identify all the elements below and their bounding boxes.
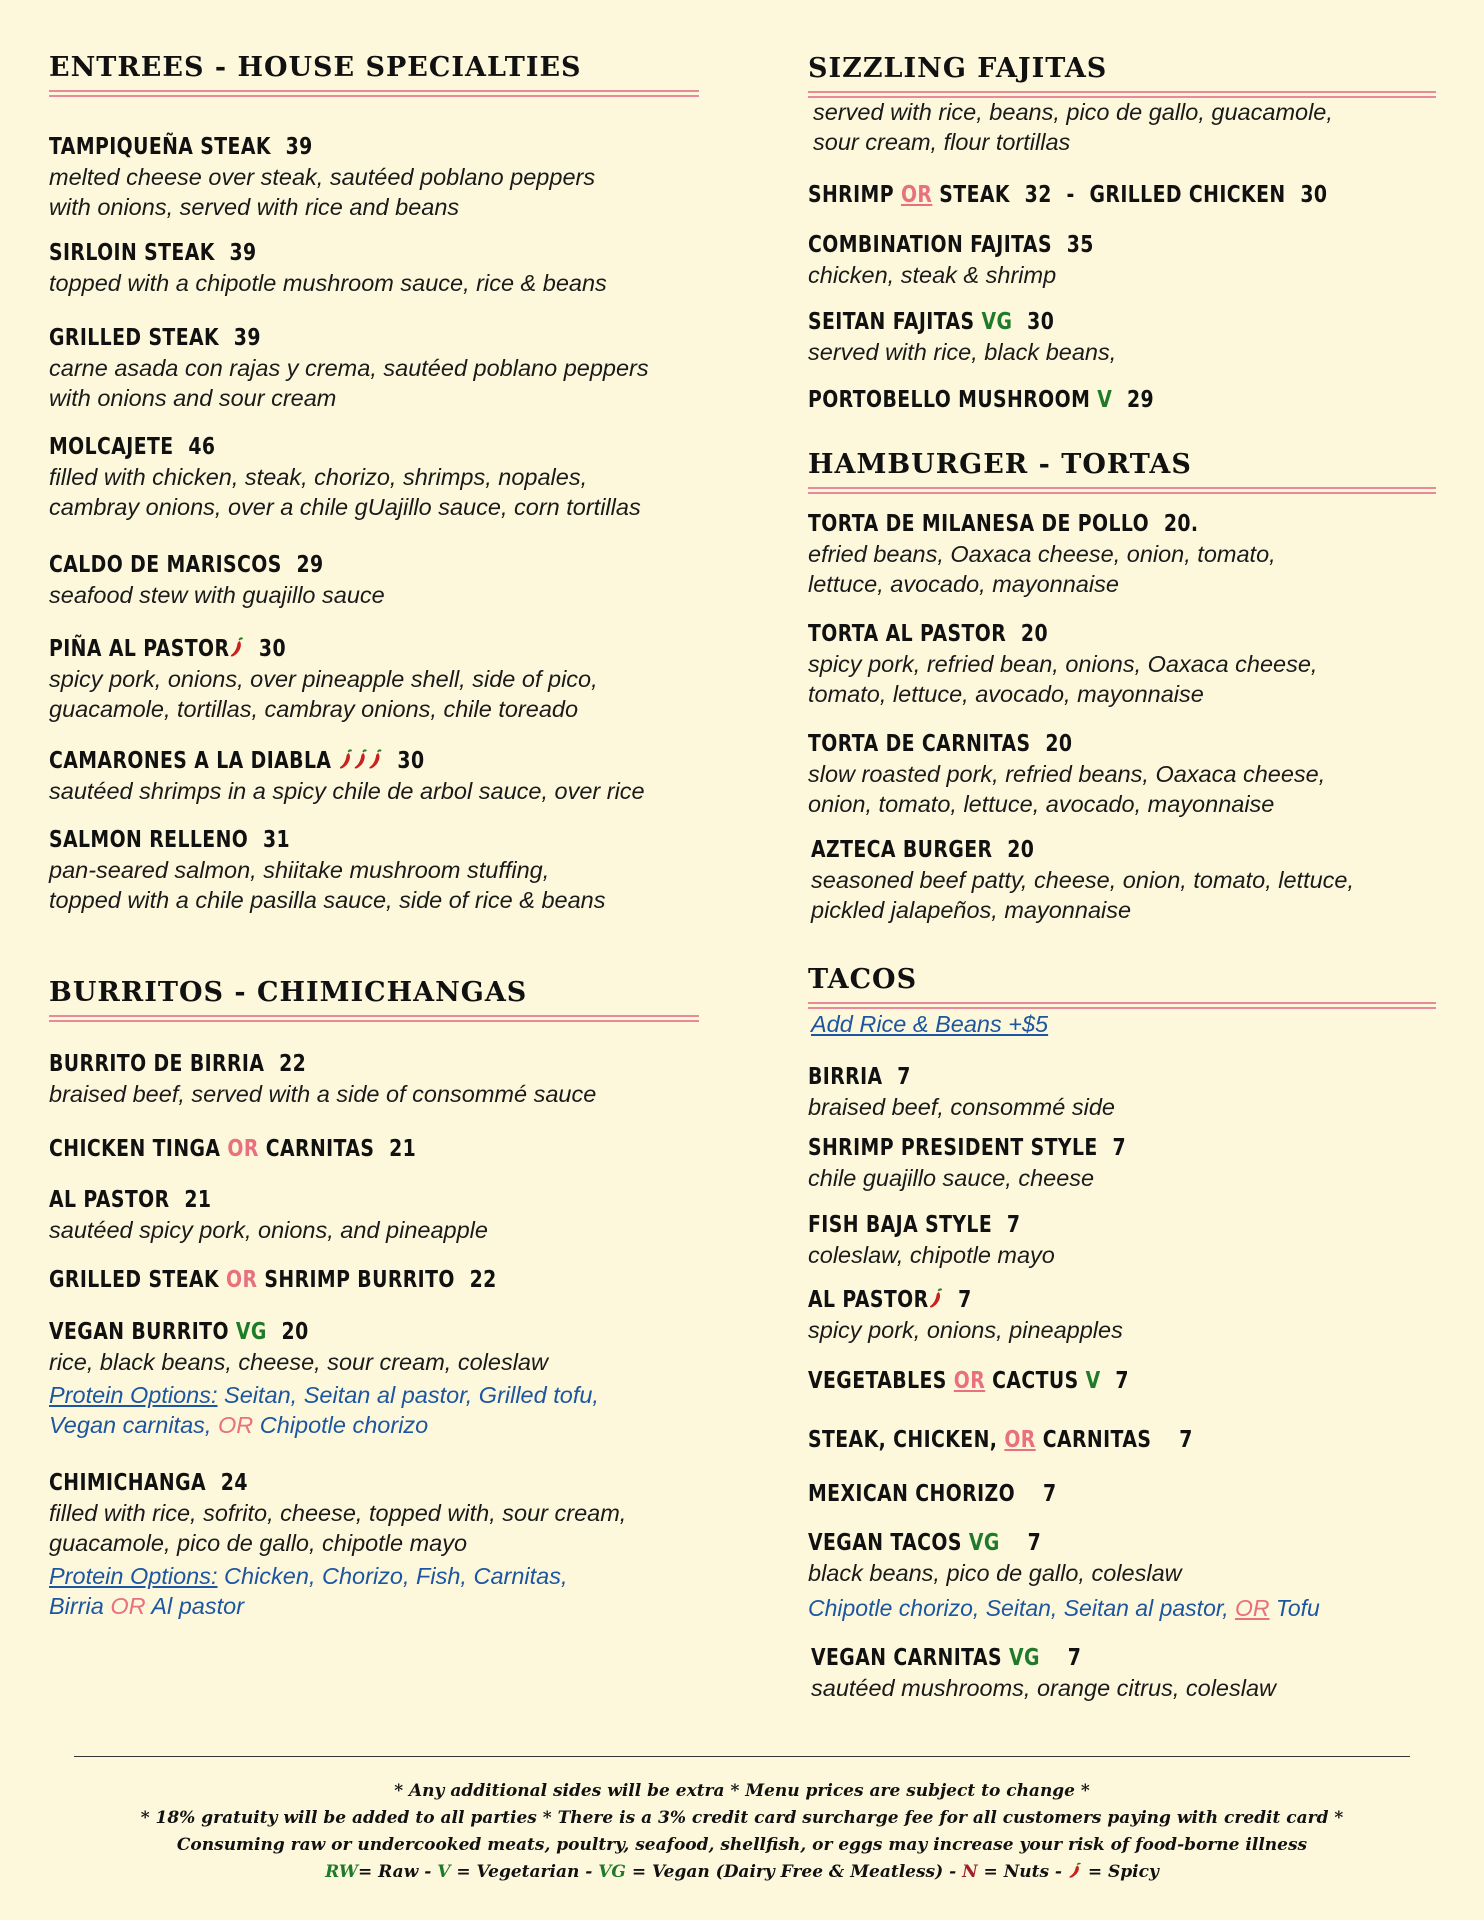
- item-name: PORTOBELLO MUSHROOM: [808, 387, 1091, 413]
- item-desc: sautéed mushrooms, orange citrus, coleslaw: [811, 1675, 1276, 1701]
- legend-rw: RW: [325, 1862, 358, 1882]
- section-title-tortas: HAMBURGER - TORTAS: [808, 449, 1192, 480]
- menu-item: [808, 385, 1230, 415]
- item-price: 30: [1027, 309, 1055, 335]
- item-desc: spicy pork, refried bean, onions, Oaxaca cheese,: [808, 651, 1318, 677]
- item-name: TORTA DE MILANESA DE POLLO: [808, 511, 1150, 537]
- menu-item: [808, 1210, 1067, 1270]
- or-word: OR: [227, 1136, 259, 1162]
- item-price: 7: [1027, 1530, 1042, 1556]
- fajitas-subtitle: [813, 97, 1333, 157]
- protein-options: [49, 1561, 626, 1591]
- item-price: 7: [1115, 1368, 1129, 1394]
- item-price: 21: [184, 1187, 212, 1213]
- item-price: 7: [897, 1064, 911, 1090]
- item-desc: lettuce, avocado, mayonnaise: [808, 571, 1119, 597]
- menu-item: [49, 1468, 626, 1621]
- menu-item: [808, 1133, 1196, 1193]
- item-price: 39: [233, 325, 261, 351]
- item-name: GRILLED STEAK: [49, 325, 220, 351]
- vegetarian-tag: V: [1085, 1368, 1101, 1394]
- section-title-burritos: BURRITOS - CHIMICHANGAS: [49, 977, 528, 1008]
- legend-n: N: [962, 1862, 978, 1882]
- menu-item: [808, 1425, 1277, 1455]
- entrees-section: [49, 50, 699, 97]
- tortas-section: [808, 447, 1436, 494]
- item-desc: filled with chicken, steak, chorizo, shrimps, nopales,: [49, 464, 588, 490]
- item-price: 31: [262, 827, 291, 853]
- chili-pepper-icon: [338, 746, 353, 776]
- menu-item: [808, 230, 1157, 290]
- item-name: VEGAN TACOS: [808, 1530, 962, 1556]
- item-name: SIRLOIN STEAK: [49, 240, 215, 266]
- item-name: VEGAN BURRITO: [49, 1319, 229, 1345]
- menu-item: [808, 1528, 1320, 1623]
- burritos-section: [49, 975, 699, 1022]
- menu-item: [808, 619, 1317, 709]
- item-name: VEGETABLES: [808, 1368, 947, 1394]
- item-price: 39: [285, 134, 313, 160]
- item-desc: guacamole, pico de gallo, chipotle mayo: [49, 1530, 468, 1556]
- item-name: CALDO DE MARISCOS: [49, 552, 282, 578]
- item-price: 30: [397, 748, 425, 774]
- vegan-tag: VG: [968, 1530, 1000, 1556]
- item-name: BIRRIA: [808, 1064, 883, 1090]
- item-price: 20: [1007, 837, 1035, 863]
- protein-options: [49, 1410, 599, 1440]
- item-name: TORTA DE CARNITAS: [808, 731, 1031, 757]
- legend-line: [0, 1859, 1484, 1886]
- menu-item: [49, 825, 606, 915]
- protein-options-text: Seitan, Seitan al pastor, Grilled tofu,: [217, 1382, 599, 1408]
- item-price: 7: [1042, 1481, 1057, 1507]
- item-name: CARNITAS: [265, 1136, 375, 1162]
- chili-pepper-icon: [368, 746, 383, 776]
- item-desc: melted cheese over steak, sautéed poblano peppers: [49, 164, 596, 190]
- item-desc: sour cream, flour tortillas: [813, 129, 1071, 155]
- item-name: CHIMICHANGA: [49, 1470, 207, 1496]
- item-desc: tomato, lettuce, avocado, mayonnaise: [808, 681, 1204, 707]
- legend-text: = Vegetarian -: [450, 1862, 599, 1882]
- item-price: 30: [1300, 182, 1328, 208]
- menu-item: [808, 1062, 1115, 1122]
- footer-line: * 18% gratuity will be added to all parties * There is a 3% credit card surcharge fee for all customers paying with credit card *: [140, 1808, 1344, 1828]
- item-price: 24: [220, 1470, 248, 1496]
- item-name: BURRITO DE BIRRIA: [49, 1051, 265, 1077]
- item-name: MEXICAN CHORIZO: [808, 1481, 1016, 1507]
- item-desc: sautéed spicy pork, onions, and pineapple: [49, 1217, 488, 1243]
- vegetarian-tag: V: [1097, 387, 1113, 413]
- item-name: CARNITAS: [1042, 1427, 1152, 1453]
- item-desc: onion, tomato, lettuce, avocado, mayonnaise: [808, 791, 1275, 817]
- item-desc: braised beef, consommé side: [808, 1094, 1115, 1120]
- or-word: OR: [953, 1368, 986, 1394]
- item-price: 21: [389, 1136, 417, 1162]
- item-price: 22: [279, 1051, 307, 1077]
- item-desc: guacamole, tortillas, cambray onions, chile toreado: [49, 696, 579, 722]
- fajitas-section: [808, 51, 1436, 98]
- item-desc: pickled jalapeños, mayonnaise: [811, 897, 1132, 923]
- item-desc: served with rice, beans, pico de gallo, guacamole,: [813, 99, 1333, 125]
- item-desc: carne asada con rajas y crema, sautéed poblano peppers: [49, 355, 649, 381]
- vegan-tag: VG: [981, 309, 1013, 335]
- item-price: 7: [1179, 1427, 1193, 1453]
- item-desc: pan-seared salmon, shiitake mushroom stuffing,: [49, 857, 550, 883]
- item-desc: slow roasted pork, refried beans, Oaxaca cheese,: [808, 761, 1326, 787]
- item-name: AZTECA BURGER: [811, 837, 993, 863]
- item-desc: chile guajillo sauce, cheese: [808, 1165, 1095, 1191]
- protein-options: [49, 1591, 626, 1621]
- footer-line: * Any additional sides will be extra * Menu prices are subject to change *: [394, 1781, 1090, 1801]
- item-name: VEGAN CARNITAS: [811, 1645, 1002, 1671]
- menu-item: [808, 509, 1284, 599]
- menu-item: [49, 1134, 497, 1164]
- vegan-tag: VG: [235, 1319, 267, 1345]
- item-desc: with onions, served with rice and beans: [49, 194, 460, 220]
- item-desc: cambray onions, over a chile gUajillo sauce, corn tortillas: [49, 494, 641, 520]
- protein-options-text: Al pastor: [145, 1593, 245, 1619]
- separator: -: [1066, 182, 1075, 208]
- chili-pepper-icon: [929, 1285, 944, 1315]
- item-desc: coleslaw, chipotle mayo: [808, 1242, 1055, 1268]
- item-desc: rice, black beans, cheese, sour cream, coleslaw: [49, 1349, 548, 1375]
- item-desc: black beans, pico de gallo, coleslaw: [808, 1560, 1182, 1586]
- section-divider: [808, 1002, 1436, 1009]
- chili-pepper-icon: [229, 634, 244, 664]
- item-name: SEITAN FAJITAS: [808, 309, 975, 335]
- legend-text: = Vegan (Dairy Free & Meatless) -: [625, 1862, 963, 1882]
- legend-text: = Raw -: [358, 1862, 438, 1882]
- item-name: MOLCAJETE: [49, 434, 174, 460]
- item-price: 29: [296, 552, 324, 578]
- item-price: 22: [469, 1267, 497, 1293]
- protein-options: [49, 1380, 599, 1410]
- menu-item: [49, 550, 385, 610]
- item-desc: filled with rice, sofrito, cheese, topped with, sour cream,: [49, 1500, 627, 1526]
- protein-options-label: Protein Options:: [49, 1563, 218, 1589]
- item-name: FISH BAJA STYLE: [808, 1212, 993, 1238]
- menu-item: [808, 180, 1441, 210]
- tacos-section: [808, 962, 1436, 1009]
- item-desc: served with rice, black beans,: [808, 339, 1117, 365]
- footer-divider: [74, 1756, 1410, 1757]
- menu-item: [49, 634, 598, 724]
- item-name: PIÑA AL PASTOR: [49, 636, 230, 662]
- item-name: CHICKEN TINGA: [49, 1136, 221, 1162]
- legend-v: V: [437, 1862, 451, 1882]
- item-desc: efried beans, Oaxaca cheese, onion, tomato,: [808, 541, 1276, 567]
- item-price: 20: [1045, 731, 1073, 757]
- protein-options-text: Tofu: [1269, 1595, 1320, 1621]
- item-name: COMBINATION FAJITAS: [808, 232, 1052, 258]
- section-divider: [49, 1015, 699, 1022]
- menu-item: [49, 1317, 599, 1440]
- item-name: TORTA AL PASTOR: [808, 621, 1007, 647]
- or-word: OR: [1004, 1427, 1036, 1453]
- protein-options-text: Chicken, Chorizo, Fish, Carnitas,: [217, 1563, 568, 1589]
- menu-item: [49, 746, 645, 806]
- menu-item: [808, 729, 1325, 819]
- or-word: OR: [226, 1267, 258, 1293]
- addon-text: Add Rice & Beans +$5: [811, 1011, 1049, 1037]
- vegan-tag: VG: [1008, 1645, 1040, 1671]
- protein-options: [808, 1593, 1320, 1623]
- or-word: OR: [900, 182, 933, 208]
- item-price: 35: [1066, 232, 1094, 258]
- section-title-fajitas: SIZZLING FAJITAS: [808, 53, 1108, 84]
- chili-pepper-icon: [1068, 1859, 1082, 1886]
- item-price: 32: [1024, 182, 1052, 208]
- item-name: STEAK: [939, 182, 1010, 208]
- menu-item: [811, 835, 1354, 925]
- item-name: SHRIMP: [808, 182, 894, 208]
- item-name: AL PASTOR: [49, 1187, 170, 1213]
- item-desc: seafood stew with guajillo sauce: [49, 582, 385, 608]
- section-title-entrees: ENTREES - HOUSE SPECIALTIES: [49, 52, 582, 83]
- item-desc: chicken, steak & shrimp: [808, 262, 1057, 288]
- item-name: SHRIMP BURRITO: [264, 1267, 455, 1293]
- menu-item: [49, 238, 607, 298]
- item-desc: spicy pork, onions, pineapples: [808, 1317, 1123, 1343]
- protein-options-text: Chipotle chorizo, Seitan, Seitan al pastor,: [808, 1595, 1236, 1621]
- menu-item: [808, 1285, 1123, 1345]
- or-word: OR: [217, 1412, 254, 1438]
- item-desc: seasoned beef patty, cheese, onion, tomato, lettuce,: [811, 867, 1355, 893]
- menu-item: [808, 1366, 1199, 1396]
- item-price: 20.: [1163, 511, 1199, 537]
- menu-item: [808, 1479, 1111, 1509]
- section-divider: [49, 90, 699, 97]
- item-name: GRILLED STEAK: [49, 1267, 220, 1293]
- item-price: 7: [1067, 1645, 1082, 1671]
- item-name: TAMPIQUEÑA STEAK: [49, 134, 271, 160]
- footer: [0, 1778, 1484, 1886]
- item-price: 46: [188, 434, 216, 460]
- menu-item: [49, 1049, 596, 1109]
- item-desc: with onions and sour cream: [49, 385, 337, 411]
- menu-item: [49, 1185, 488, 1245]
- menu-item: [49, 132, 595, 222]
- or-word: OR: [110, 1593, 146, 1619]
- protein-options-label: Protein Options:: [49, 1382, 218, 1408]
- item-name: CAMARONES A LA DIABLA: [49, 748, 332, 774]
- item-price: 29: [1127, 387, 1155, 413]
- section-divider: [808, 487, 1436, 494]
- item-desc: braised beef, served with a side of consommé sauce: [49, 1081, 597, 1107]
- item-name: STEAK, CHICKEN,: [808, 1427, 998, 1453]
- item-name: SHRIMP PRESIDENT STYLE: [808, 1135, 1098, 1161]
- item-price: 7: [1006, 1212, 1021, 1238]
- item-desc: sautéed shrimps in a spicy chile de arbol sauce, over rice: [49, 778, 645, 804]
- legend-vg: VG: [598, 1862, 626, 1882]
- item-desc: topped with a chile pasilla sauce, side of rice & beans: [49, 887, 606, 913]
- menu-item: [808, 307, 1116, 367]
- section-title-tacos: TACOS: [808, 964, 918, 995]
- menu-item: [49, 432, 641, 522]
- item-desc: topped with a chipotle mushroom sauce, rice & beans: [49, 270, 607, 296]
- item-price: 7: [1112, 1135, 1126, 1161]
- footer-line: Consuming raw or undercooked meats, poultry, seafood, shellfish, or eggs may increase your risk of food-borne illness: [176, 1835, 1308, 1855]
- or-word: OR: [1235, 1595, 1270, 1621]
- item-price: 39: [229, 240, 257, 266]
- protein-options-text: Chipotle chorizo: [253, 1412, 429, 1438]
- menu-item: [811, 1643, 1276, 1703]
- menu-item: [49, 1265, 595, 1295]
- item-desc: spicy pork, onions, over pineapple shell, side of pico,: [49, 666, 598, 692]
- item-name: AL PASTOR: [808, 1287, 929, 1313]
- menu-item: [49, 323, 649, 413]
- legend-text: = Spicy: [1081, 1862, 1159, 1882]
- item-name: SALMON RELLENO: [49, 827, 249, 853]
- item-price: 30: [258, 636, 286, 662]
- protein-options-text: Vegan carnitas,: [49, 1412, 218, 1438]
- legend-text: = Nuts -: [977, 1862, 1068, 1882]
- add-rice-beans-note: [811, 1009, 1048, 1039]
- item-price: 7: [958, 1287, 972, 1313]
- item-price: 20: [281, 1319, 309, 1345]
- protein-options-text: Birria: [49, 1593, 111, 1619]
- item-name: CACTUS: [992, 1368, 1079, 1394]
- item-name: GRILLED CHICKEN: [1089, 182, 1286, 208]
- item-price: 20: [1020, 621, 1048, 647]
- chili-pepper-icon: [353, 746, 368, 776]
